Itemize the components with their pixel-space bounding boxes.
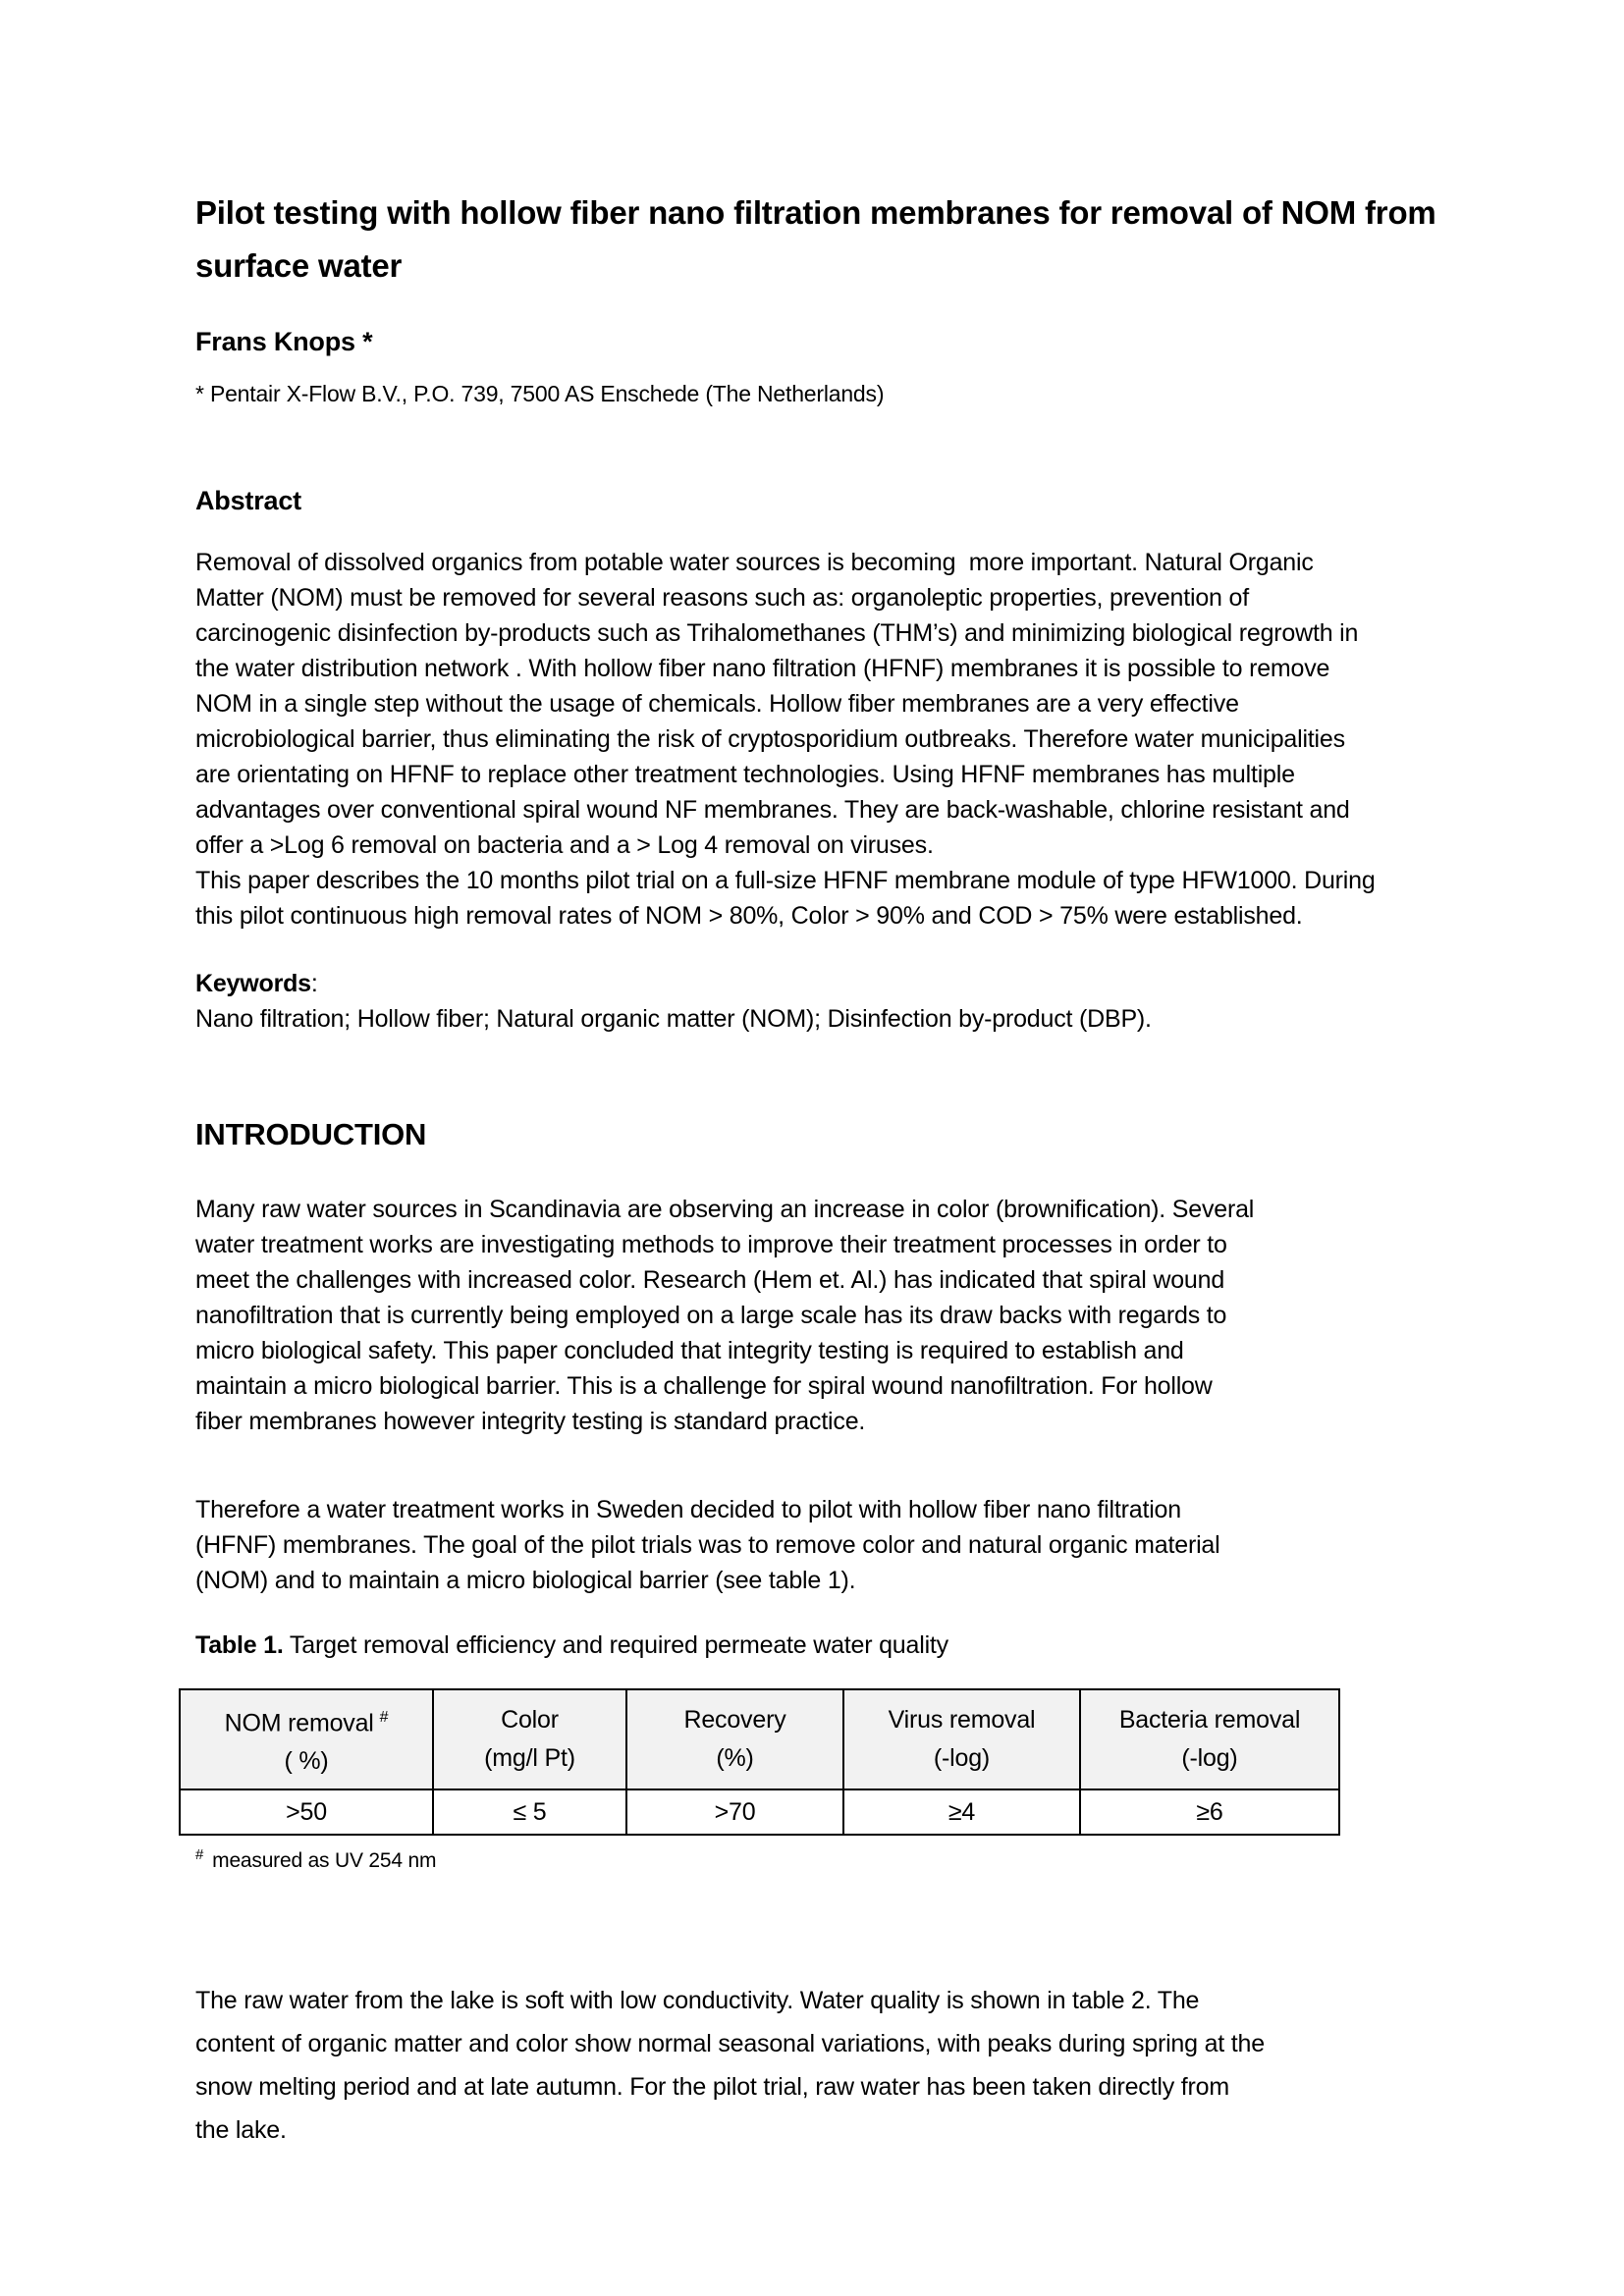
text-line: NOM in a single step without the usage of chemicals. Hollow fiber membranes are a very effective bbox=[195, 690, 1239, 718]
table-header-nom-removal bbox=[180, 1689, 433, 1789]
table-header-virus-removal bbox=[843, 1689, 1080, 1789]
introduction-paragraph-1 bbox=[195, 1192, 1624, 1439]
author-affiliation: * Pentair X-Flow B.V., P.O. 739, 7500 AS Enschede (The Netherlands) bbox=[195, 381, 885, 406]
value-bacteria-removal: ≥6 bbox=[1080, 1789, 1339, 1835]
table-caption-text: Target removal efficiency and required permeate water quality bbox=[283, 1631, 948, 1659]
table-caption bbox=[195, 1628, 1624, 1663]
value-nom-removal: >50 bbox=[180, 1789, 433, 1835]
column-unit: (%) bbox=[716, 1744, 754, 1773]
text-line: microbiological barrier, thus eliminating the risk of cryptosporidium outbreaks. Therefore water municipalities bbox=[195, 725, 1345, 753]
text-line: Therefore a water treatment works in Sweden decided to pilot with hollow fiber nano filtration bbox=[195, 1496, 1181, 1523]
column-name: NOM removal bbox=[224, 1709, 374, 1737]
table-footnote bbox=[195, 1842, 1624, 1875]
text-line: fiber membranes however integrity testing is standard practice. bbox=[195, 1408, 866, 1435]
footnote-text: measured as UV 254 nm bbox=[212, 1849, 437, 1873]
text-line: nanofiltration that is currently being employed on a large scale has its draw backs with regards to bbox=[195, 1302, 1227, 1329]
text-line: (HFNF) membranes. The goal of the pilot trials was to remove color and natural organic material bbox=[195, 1531, 1220, 1559]
column-unit: ( %) bbox=[284, 1747, 329, 1776]
text-line: meet the challenges with increased color. Research (Hem et. Al.) has indicated that spiral wound bbox=[195, 1266, 1225, 1294]
text-line: carcinogenic disinfection by-products such as Trihalomethanes (THM’s) and minimizing biological regrowth in bbox=[195, 619, 1359, 647]
column-unit: (-log) bbox=[933, 1744, 991, 1773]
table-header-recovery bbox=[626, 1689, 843, 1789]
table-header-row bbox=[180, 1689, 1339, 1789]
abstract-heading: Abstract bbox=[195, 486, 301, 515]
keywords-text: Nano filtration; Hollow fiber; Natural organic matter (NOM); Disinfection by-product (DBP). bbox=[195, 1005, 1152, 1033]
text-line: Removal of dissolved organics from potable water sources is becoming more important. Natural Organic bbox=[195, 549, 1314, 576]
keywords-heading bbox=[195, 966, 1624, 1001]
keywords-colon: : bbox=[310, 970, 318, 997]
column-name: Bacteria removal bbox=[1118, 1706, 1301, 1735]
text-line: Matter (NOM) must be removed for several reasons such as: organoleptic properties, prevention of bbox=[195, 584, 1249, 612]
text-line: are orientating on HFNF to replace other treatment technologies. Using HFNF membranes has multiple bbox=[195, 761, 1295, 788]
text-line: this pilot continuous high removal rates of NOM > 80%, Color > 90% and COD > 75% were established. bbox=[195, 902, 1303, 930]
text-line: This paper describes the 10 months pilot trial on a full-size HFNF membrane module of type HFW1000. During bbox=[195, 867, 1376, 894]
text-line: Many raw water sources in Scandinavia are observing an increase in color (brownification). Several bbox=[195, 1196, 1255, 1223]
page-title bbox=[195, 187, 1624, 293]
text-line: maintain a micro biological barrier. This is a challenge for spiral wound nanofiltration. For hollow bbox=[195, 1372, 1213, 1400]
column-name: Virus removal bbox=[888, 1706, 1036, 1735]
text-line: offer a >Log 6 removal on bacteria and a > Log 4 removal on viruses. bbox=[195, 831, 934, 859]
title-line: surface water bbox=[195, 247, 403, 284]
target-removal-table bbox=[179, 1688, 1340, 1836]
page-content bbox=[195, 0, 1624, 2152]
value-color: ≤ 5 bbox=[433, 1789, 626, 1835]
footnote-hash: # bbox=[195, 1846, 204, 1864]
superscript-hash: # bbox=[379, 1709, 389, 1726]
table-caption-label: Table 1. bbox=[195, 1631, 284, 1659]
text-line: micro biological safety. This paper concluded that integrity testing is required to establish and bbox=[195, 1337, 1184, 1364]
text-line: advantages over conventional spiral wound NF membranes. They are back-washable, chlorine resistant and bbox=[195, 796, 1350, 824]
text-line: water treatment works are investigating methods to improve their treatment processes in order to bbox=[195, 1231, 1227, 1258]
text-line: the lake. bbox=[195, 2116, 287, 2145]
introduction-paragraph-2 bbox=[195, 1492, 1624, 1598]
column-name: Recovery bbox=[683, 1706, 786, 1735]
column-name: Color bbox=[501, 1706, 559, 1735]
author-name: Frans Knops * bbox=[195, 327, 373, 356]
text-line: the water distribution network . With hollow fiber nano filtration (HFNF) membranes it is possible to remove bbox=[195, 655, 1330, 682]
title-line: Pilot testing with hollow fiber nano filtration membranes for removal of NOM from bbox=[195, 194, 1436, 231]
column-unit: (-log) bbox=[1181, 1744, 1238, 1773]
table-header-bacteria-removal bbox=[1080, 1689, 1339, 1789]
table-value-row bbox=[180, 1789, 1339, 1835]
text-line: The raw water from the lake is soft with low conductivity. Water quality is shown in table 2. The bbox=[195, 1987, 1200, 2015]
column-unit: (mg/l Pt) bbox=[484, 1744, 575, 1773]
text-line: content of organic matter and color show normal seasonal variations, with peaks during spring at the bbox=[195, 2030, 1265, 2058]
table-header-color bbox=[433, 1689, 626, 1789]
text-line: (NOM) and to maintain a micro biological barrier (see table 1). bbox=[195, 1567, 856, 1594]
introduction-heading: INTRODUCTION bbox=[195, 1117, 427, 1151]
column-title bbox=[183, 1698, 430, 1742]
abstract-paragraph bbox=[195, 545, 1624, 934]
closing-paragraph bbox=[195, 1979, 1624, 2152]
value-virus-removal: ≥4 bbox=[843, 1789, 1080, 1835]
keywords-label: Keywords bbox=[195, 970, 311, 997]
value-recovery: >70 bbox=[626, 1789, 843, 1835]
keywords-block bbox=[195, 966, 1624, 1037]
text-line: snow melting period and at late autumn. For the pilot trial, raw water has been taken directly from bbox=[195, 2073, 1229, 2102]
